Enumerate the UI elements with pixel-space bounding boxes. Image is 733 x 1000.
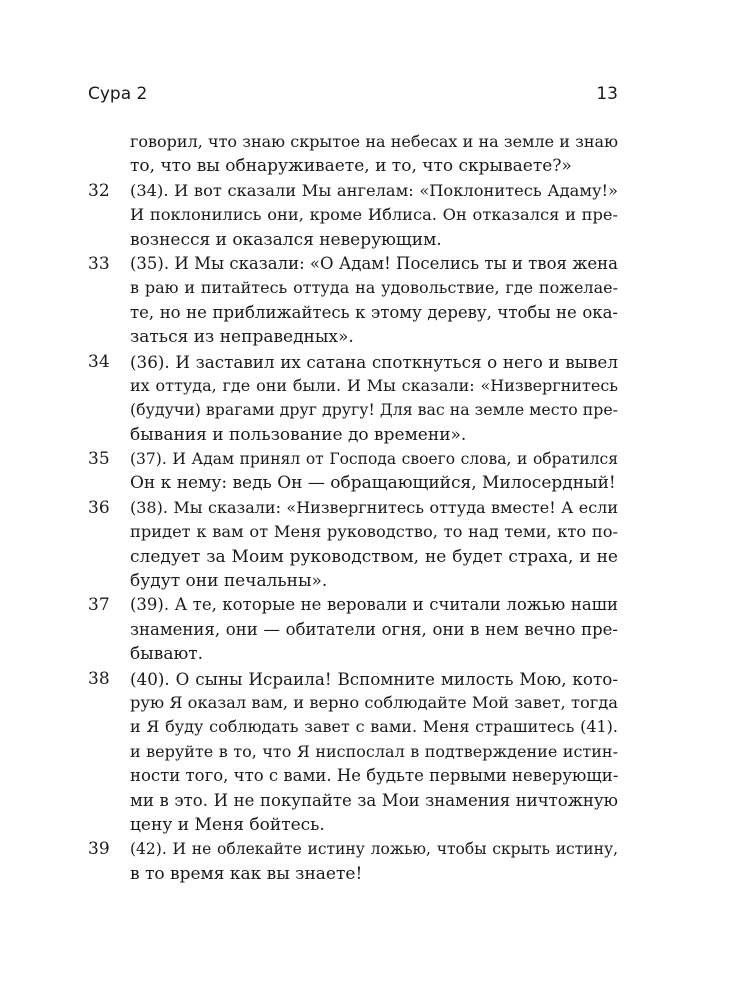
line-text: знамения, они — обитатели огня, они в нем вечно пре- [130, 619, 618, 639]
verse-number: 35 [88, 449, 110, 470]
verse-number: 34 [88, 351, 110, 372]
line-text: следует за Моим руководством, не будет страха, и не [130, 546, 618, 567]
text-line [88, 203, 623, 227]
line-text: вознесся и оказался неверующим. [130, 229, 442, 250]
line-text: придет к вам от Меня руководство, то над теми, кто по- [130, 522, 618, 542]
line-text: заться из неправедных». [130, 327, 354, 348]
text-line [88, 642, 623, 666]
text-line [88, 179, 623, 203]
text-line [88, 593, 623, 617]
verse-number: 37 [88, 595, 110, 616]
text-line [88, 545, 623, 569]
line-text: (будучи) врагами друг другу! Для вас на земле место пре- [130, 400, 618, 420]
sura-title: Сура 2 [88, 84, 148, 104]
verse-number: 39 [88, 839, 110, 860]
line-text: в то время как вы знаете! [130, 863, 363, 884]
text-line [88, 569, 623, 593]
text-line [88, 350, 623, 374]
text-line [88, 715, 623, 739]
line-text: (42). И не облекайте истину ложью, чтобы скрыть истину, [130, 840, 618, 859]
line-text: (39). А те, которые не веровали и считали ложью наши [130, 595, 618, 615]
text-line [88, 301, 623, 325]
line-text: будут они печальны». [130, 571, 328, 592]
line-text: бывания и пользование до времени». [130, 424, 467, 445]
running-header [88, 84, 618, 108]
line-text: рую Я оказал вам, и верно соблюдайте Мой завет, тогда [130, 692, 618, 712]
text-line [88, 740, 623, 764]
line-text: (36). И заставил их сатана споткнуться о него и вывел [130, 351, 618, 372]
text-line [88, 423, 623, 447]
verse-number: 38 [88, 668, 110, 689]
text-line [88, 789, 623, 813]
line-text: Он к нему: ведь Он — обращающийся, Милосердный! [130, 473, 616, 494]
text-line [88, 496, 623, 520]
text-line [88, 837, 623, 861]
line-text: И поклонились они, кроме Иблиса. Он отказался и пре- [130, 205, 618, 225]
line-text: (37). И Адам принял от Господа своего слова, и обратился [130, 450, 618, 469]
line-text: те, но не приближайтесь к этому дереву, чтобы не ока- [130, 302, 618, 322]
text-line [88, 398, 623, 422]
text-line [88, 691, 623, 715]
line-text: ми в это. И не покупайте за Мои знамения ничтожную [130, 790, 618, 810]
page-number: 13 [596, 84, 618, 104]
line-text: (38). Мы сказали: «Низвергнитесь оттуда вместе! А если [130, 497, 618, 517]
text-line [88, 813, 623, 837]
verse-number: 32 [88, 180, 110, 201]
line-text: говорил, что знаю скрытое на небесах и на земле и знаю [130, 132, 618, 151]
line-text: (34). И вот сказали Мы ангелам: «Поклонитесь Адаму!» [130, 180, 618, 200]
text-line [88, 520, 623, 544]
line-text: и веруйте в то, что Я ниспослал в подтверждение истин- [130, 741, 618, 761]
text-line [88, 862, 623, 886]
text-line [88, 471, 623, 495]
text-line [88, 154, 623, 178]
line-text: цену и Меня бойтесь. [130, 814, 325, 835]
line-text: (35). И Мы сказали: «О Адам! Поселись ты и твоя жена [130, 253, 618, 273]
verse-text-block [88, 130, 623, 886]
line-text: то, что вы обнаруживаете, и то, что скрываете?» [130, 156, 572, 177]
verse-number: 33 [88, 253, 110, 274]
line-text: и Я буду соблюдать завет с вами. Меня страшитесь (41). [130, 717, 618, 737]
text-line [88, 276, 623, 300]
verse-number: 36 [88, 497, 110, 518]
line-text: в раю и питайтесь оттуда на удовольствие, где пожелае- [130, 278, 618, 298]
text-line [88, 130, 623, 154]
line-text: (40). О сыны Исраила! Вспомните милость Мою, кото- [130, 668, 618, 689]
text-line [88, 325, 623, 349]
text-line [88, 228, 623, 252]
text-line [88, 252, 623, 276]
text-line [88, 374, 623, 398]
line-text: ности того, что с вами. Не будьте первыми неверующи- [130, 766, 619, 786]
text-line [88, 447, 623, 471]
text-line [88, 618, 623, 642]
line-text: их оттуда, где они были. И Мы сказали: «Низвергнитесь [130, 375, 618, 395]
text-line [88, 764, 623, 788]
text-line [88, 667, 623, 691]
line-text: бывают. [130, 644, 204, 665]
